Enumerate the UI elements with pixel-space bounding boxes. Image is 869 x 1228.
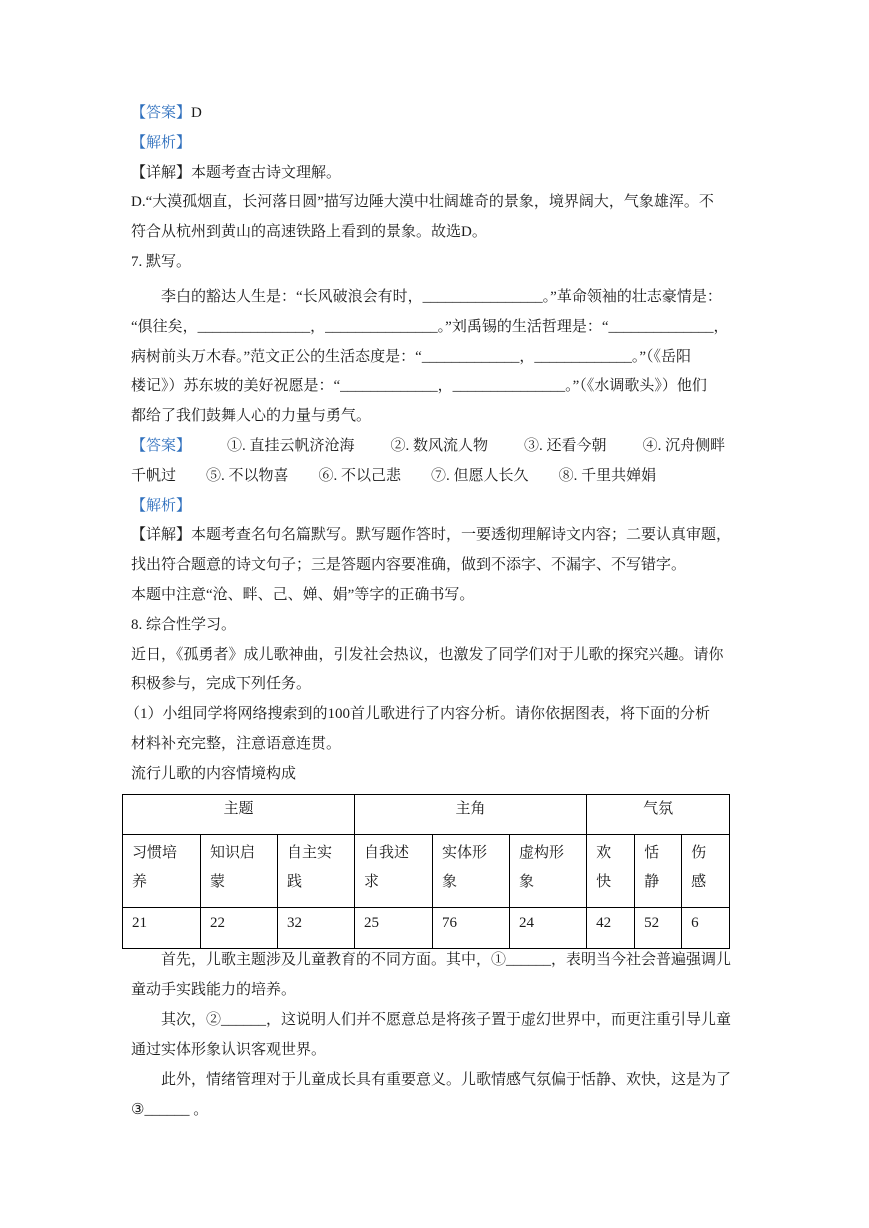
task-line: （1）小组同学将网络搜索到的100首儿歌进行了内容分析。请你依据图表，将下面的分析 — [125, 706, 711, 723]
value-cell: 52 — [635, 908, 682, 949]
value-cell: 42 — [587, 908, 635, 949]
category-label: 欢快 — [596, 845, 612, 890]
passage-line: 病树前头万木春。”范文正公的生活态度是：“_____________，_____________。”（《岳阳 — [131, 348, 691, 365]
material-line: 其次，②______，这说明人们并不愿意总是将孩子置于虚幻世界中，而更注重引导儿童 — [161, 1012, 732, 1028]
table-subheader-row — [123, 835, 730, 908]
analysis-label: 【解析】 — [131, 497, 192, 514]
answer-item: 千帆过 — [131, 467, 177, 484]
value-cell: 25 — [355, 908, 433, 949]
note-line: 本题中注意“沧、畔、己、婵、娟”等字的正确书写。 — [131, 586, 475, 603]
value-cell: 6 — [682, 908, 730, 949]
table-values-row — [123, 908, 730, 949]
group-header: 气氛 — [587, 795, 730, 835]
answer-item: ③. 还看今朝 — [524, 437, 607, 454]
q7-title: 7. 默写。 — [131, 253, 192, 270]
table-cell — [278, 835, 355, 908]
table-header-row — [123, 795, 730, 835]
material-line: 通过实体形象认识客观世界。 — [131, 1042, 327, 1058]
intro-line: 近日，《孤勇者》成儿歌神曲，引发社会热议，也激发了同学们对于儿歌的探究兴趣。请你 — [131, 646, 724, 663]
value-cell: 24 — [510, 908, 587, 949]
q7-answer-line — [131, 462, 736, 492]
explanation-line: 符合从杭州到黄山的高速铁路上看到的景象。故选D。 — [131, 224, 487, 241]
q7-q8-section — [125, 283, 736, 790]
material-line: 首先，儿歌主题涉及儿童教育的不同方面。其中，①______，表明当今社会普遍强调儿 — [161, 952, 732, 968]
explanation-line: D.“大漠孤烟直，长河落日圆”描写边陲大漠中壮阔雄奇的景象，境界阔大，气象雄浑。不 — [131, 194, 714, 211]
category-label: 虚构形象 — [519, 845, 565, 890]
intro-line: 积极参与，完成下列任务。 — [131, 676, 312, 693]
answer-value: D — [191, 105, 202, 121]
category-label: 习惯培养 — [132, 845, 178, 890]
table-cell — [635, 835, 682, 908]
answer-label: 【答案】 — [131, 437, 192, 454]
detail-label: 【详解】 — [131, 164, 192, 181]
answer-item: ②. 数风流人物 — [390, 437, 489, 454]
group-header: 主题 — [123, 795, 355, 835]
answer-label: 【答案】 — [131, 105, 192, 121]
material-line: ③______ 。 — [131, 1102, 209, 1118]
answer-item: ⑥. 不以己悲 — [318, 467, 402, 484]
detail-line: 找出符合题意的诗文句子；三是答题内容要准确，做到不添字、不漏字、不写错字。 — [131, 557, 687, 574]
material-line: 此外，情绪管理对于儿童成长具有重要意义。儿歌情感气氛偏于恬静、欢快，这是为了 — [161, 1072, 732, 1088]
content-table — [122, 794, 730, 949]
q6-answer-section — [131, 99, 736, 278]
detail-text: 本题考查名句名篇默写。默写题作答时，一要透彻理解诗文内容；二要认真审题， — [191, 527, 732, 544]
table-cell — [433, 835, 510, 908]
value-cell: 76 — [433, 908, 510, 949]
table-cell — [510, 835, 587, 908]
material-line: 童动手实践能力的培养。 — [131, 982, 297, 998]
q7-detail-line — [131, 521, 736, 551]
answer-item: ⑤. 不以物喜 — [206, 467, 289, 484]
analysis-label: 【解析】 — [131, 134, 192, 151]
table-cell — [355, 835, 433, 908]
table-cell — [201, 835, 278, 908]
passage-line: 楼记》）苏东坡的美好祝愿是：“_____________，_______________。”（《水调歌头》）他们 — [131, 378, 707, 395]
category-label: 实体形象 — [442, 845, 488, 890]
q6-answer-line — [131, 99, 736, 129]
task-line: 材料补充完整，注意语意连贯。 — [131, 735, 342, 752]
detail-label: 【详解】 — [131, 527, 192, 544]
detail-text: 本题考查古诗文理解。 — [191, 164, 342, 181]
category-label: 恬静 — [644, 845, 660, 890]
table-cell — [587, 835, 635, 908]
analysis-material — [131, 945, 736, 1125]
category-label: 伤感 — [691, 845, 707, 890]
group-header: 主角 — [355, 795, 587, 835]
category-label: 自我述求 — [364, 845, 410, 890]
value-cell: 22 — [201, 908, 278, 949]
category-label: 知识启蒙 — [210, 845, 256, 890]
q6-detail-line — [131, 159, 736, 189]
passage-line: 李白的豁达人生是：“长风破浪会有时，________________。”革命领袖的壮志豪情是： — [161, 289, 722, 305]
answer-item: ④. 沉舟侧畔 — [642, 437, 726, 454]
passage-line: 都给了我们鼓舞人心的力量与勇气。 — [131, 408, 372, 425]
table-cell — [682, 835, 730, 908]
answer-item: ⑦. 但愿人长久 — [431, 467, 529, 484]
q8-title: 8. 综合性学习。 — [131, 616, 237, 633]
passage-line: “俱往矣，_______________，_______________。”刘禹锡的生活哲理是：“______________， — [131, 318, 729, 335]
answer-item: ①. 直挂云帆济沧海 — [227, 437, 355, 454]
category-label: 自主实践 — [287, 845, 333, 890]
q7-answer-line — [131, 432, 736, 462]
answer-item: ⑧. 千里共婵娟 — [558, 467, 657, 484]
value-cell: 32 — [278, 908, 355, 949]
table-title: 流行儿歌的内容情境构成 — [131, 765, 297, 782]
value-cell: 21 — [123, 908, 201, 949]
table-cell — [123, 835, 201, 908]
